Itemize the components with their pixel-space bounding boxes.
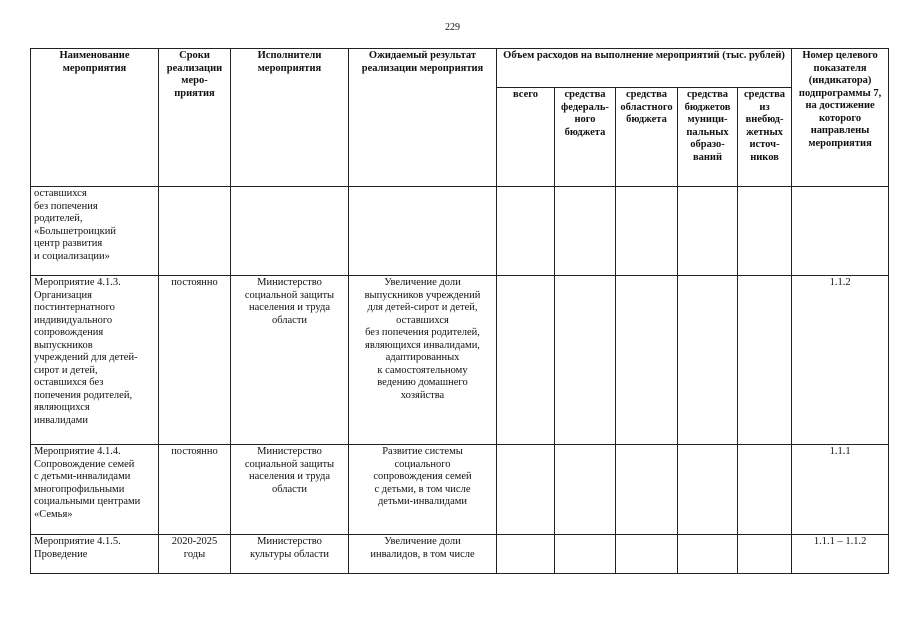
header-indicator: Номер целевого показателя (индикатора) подпрограммы 7, на достижение которого направлены мероприятия: [792, 49, 889, 187]
expense-municipal: [678, 276, 738, 445]
header-municipal: средства бюджетов муници-пальных образо-ваний: [678, 88, 738, 187]
header-executors: Исполнители мероприятия: [231, 49, 349, 187]
expense-total: [497, 187, 555, 276]
header-regional: средства областного бюджета: [616, 88, 678, 187]
activity-terms: 2020-2025 годы: [159, 535, 231, 574]
expense-extrabudget: [738, 445, 792, 535]
activity-indicator: 1.1.2: [792, 276, 889, 445]
activity-executor: Министерство культуры области: [231, 535, 349, 574]
header-row-1: [31, 49, 889, 88]
activity-result: Развитие системы социального сопровождения семей с детьми, в том числе детьми-инвалидами: [349, 445, 497, 535]
header-federal: средства федераль-ного бюджета: [555, 88, 616, 187]
activity-executor: Министерство социальной защиты населения и труда области: [231, 276, 349, 445]
expense-federal: [555, 187, 616, 276]
header-terms: Сроки реализации меро-приятия: [159, 49, 231, 187]
activity-executor: [231, 187, 349, 276]
expense-extrabudget: [738, 276, 792, 445]
table-row: [31, 445, 889, 535]
activity-result: [349, 187, 497, 276]
activity-terms: [159, 187, 231, 276]
activities-table: [30, 48, 889, 574]
activity-terms: постоянно: [159, 276, 231, 445]
activity-indicator: 1.1.1 – 1.1.2: [792, 535, 889, 574]
activity-indicator: 1.1.1: [792, 445, 889, 535]
expense-municipal: [678, 445, 738, 535]
expense-extrabudget: [738, 187, 792, 276]
header-total: всего: [497, 88, 555, 187]
activity-name: Мероприятие 4.1.4. Сопровождение семей с детьми-инвалидами многопрофильными социальными центрами «Семья»: [31, 445, 159, 535]
activity-terms: постоянно: [159, 445, 231, 535]
activity-result: Увеличение доли выпускников учреждений для детей-сирот и детей, оставшихся без попечения родителей, являющихся инвалидами, адаптированных к самостоятельному ведению домашнего хозяйства: [349, 276, 497, 445]
activity-name: оставшихся без попечения родителей, «Большетроицкий центр развития и социализации»: [31, 187, 159, 276]
activity-result: Увеличение доли инвалидов, в том числе: [349, 535, 497, 574]
expense-municipal: [678, 187, 738, 276]
header-expenses: Объем расходов на выполнение мероприятий (тыс. рублей): [497, 49, 792, 88]
expense-total: [497, 276, 555, 445]
expense-regional: [616, 187, 678, 276]
header-extrabudget: средства из внебюд-жетных источ-ников: [738, 88, 792, 187]
header-name: Наименование мероприятия: [31, 49, 159, 187]
activity-name: Мероприятие 4.1.3. Организация постинтернатного индивидуального сопровождения выпускников учреждений для детей- сирот и детей, оставшихся без попечения родителей, являющихся инвалидами: [31, 276, 159, 445]
expense-municipal: [678, 535, 738, 574]
header-result: Ожидаемый результат реализации мероприятия: [349, 49, 497, 187]
page-number: 229: [445, 22, 460, 33]
activity-indicator: [792, 187, 889, 276]
expense-federal: [555, 535, 616, 574]
expense-total: [497, 535, 555, 574]
activity-executor: Министерство социальной защиты населения и труда области: [231, 445, 349, 535]
expense-regional: [616, 276, 678, 445]
expense-regional: [616, 445, 678, 535]
expense-regional: [616, 535, 678, 574]
table-row: [31, 276, 889, 445]
table-row: [31, 535, 889, 574]
expense-extrabudget: [738, 535, 792, 574]
expense-total: [497, 445, 555, 535]
table-row: [31, 187, 889, 276]
expense-federal: [555, 276, 616, 445]
expense-federal: [555, 445, 616, 535]
activity-name: Мероприятие 4.1.5. Проведение: [31, 535, 159, 574]
